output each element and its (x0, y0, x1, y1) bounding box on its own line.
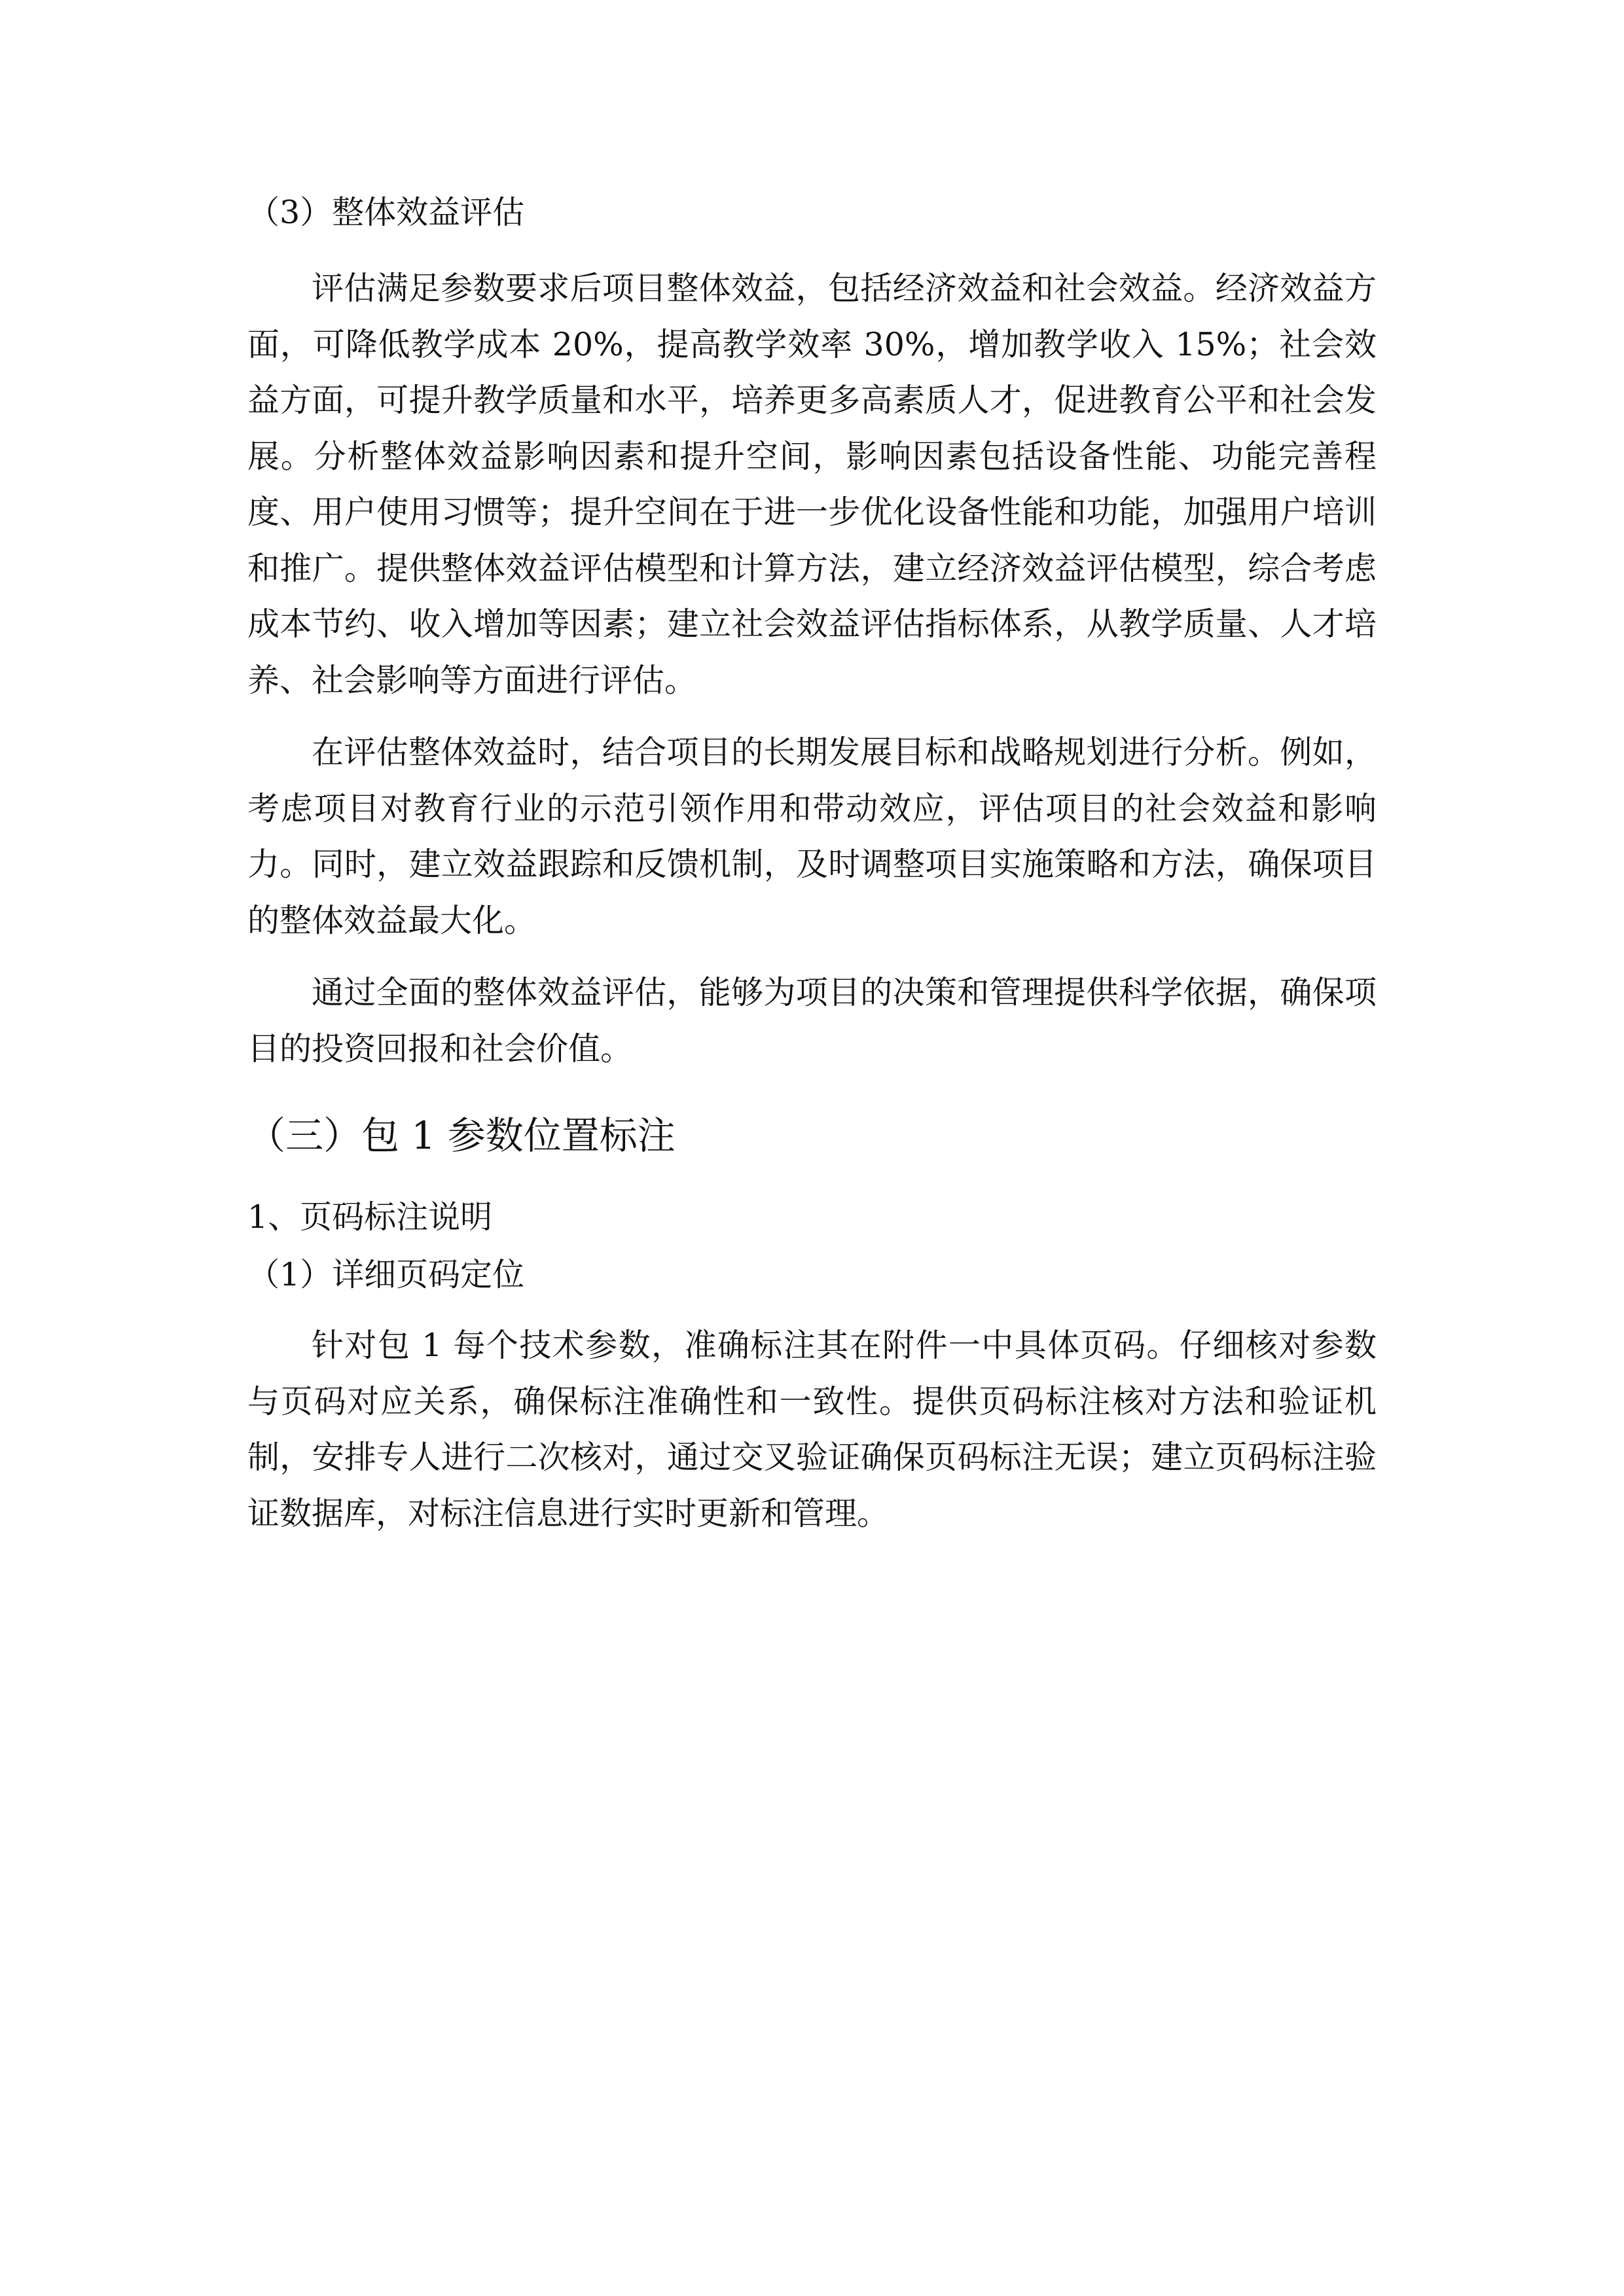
paragraph-long-term-analysis: 在评估整体效益时，结合项目的长期发展目标和战略规划进行分析。例如，考虑项目对教育行业的示范引领作用和带动效应，评估项目的社会效益和影响力。同时，建立效益跟踪和反馈机制，及时调整项目实施策略和方法，确保项目的整体效益最大化。 (247, 734, 1377, 939)
chapter-heading-parameter-position: （三）包 1 参数位置标注 (247, 1113, 676, 1158)
subsection-heading-page-number-notes: 1、页码标注说明 (247, 1198, 493, 1236)
page-content (247, 190, 1377, 1558)
section-heading-overall-benefit: （3）整体效益评估 (247, 194, 525, 231)
paragraph-page-number-annotation: 针对包 1 每个技术参数，准确标注其在附件一中具体页码。仔细核对参数与页码对应关系，确保标注准确性和一致性。提供页码标注核对方法和验证机制，安排专人进行二次核对，通过交叉验证确保页码标注无误；建立页码标注验证数据库，对标注信息进行实时更新和管理。 (247, 1327, 1377, 1532)
paragraph-benefit-evaluation: 评估满足参数要求后项目整体效益，包括经济效益和社会效益。经济效益方面，可降低教学成本 20%，提高教学效率 30%，增加教学收入 15%；社会效益方面，可提升教学质量和水平，培养更多高素质人才，促进教育公平和社会发展。分析整体效益影响因素和提升空间，影响因素包括设备性能、功能完善程度、用户使用习惯等；提升空间在于进一步优化设备性能和功能，加强用户培训和推广。提供整体效益评估模型和计算方法，建立经济效益评估模型，综合考虑成本节约、收入增加等因素；建立社会效益评估指标体系，从教学质量、人才培养、社会影响等方面进行评估。 (247, 270, 1377, 699)
item-heading-page-location: （1）详细页码定位 (247, 1256, 525, 1293)
paragraph-decision-basis: 通过全面的整体效益评估，能够为项目的决策和管理提供科学依据，确保项目的投资回报和社会价值。 (247, 974, 1377, 1067)
